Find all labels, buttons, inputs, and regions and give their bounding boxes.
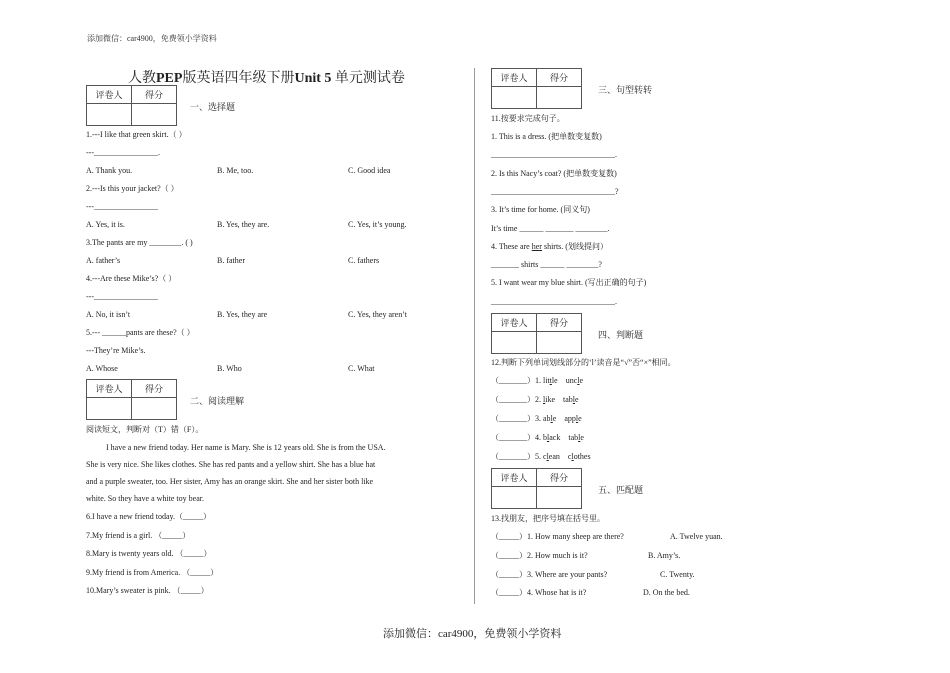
judge-item-5[interactable]: （_______）5. clean clothes [491,452,591,461]
transform-a1[interactable]: _______________________________. [491,150,617,159]
reading-line-2: She is very nice. She likes clothes. She has red pants and a yellow shirt. She has a blue hat [86,460,376,469]
score-label: 得分 [132,380,177,398]
score-label: 得分 [537,469,582,487]
transform-q3: 3. It’s time for home. (同义句) [491,205,590,214]
score-cell[interactable] [132,104,177,126]
reviewer-cell[interactable] [492,87,537,109]
transform-q5: 5. I want wear my blue shirt. (写出正确的句子) [491,278,647,287]
judge-item-3[interactable]: （_______）3. able apple [491,414,582,423]
transform-a4[interactable]: _______ shirts ______ ________? [491,260,602,269]
reviewer-label: 评卷人 [492,469,537,487]
score-cell[interactable] [132,398,177,420]
section-title-4: 四、判断题 [598,330,644,340]
match-q1[interactable]: （_____）1. How many sheep are there? [491,532,624,541]
reviewer-cell[interactable] [492,332,537,354]
question-3: 3.The pants are my ________. ( ) [86,238,193,247]
transform-q4-underlined: her [531,242,542,251]
option-5a[interactable]: A. Whose [86,364,118,373]
option-1b[interactable]: B. Me, too. [217,166,254,175]
reviewer-label: 评卷人 [87,380,132,398]
question-2: 2.---Is this your jacket?（ ） [86,184,179,193]
transform-instruction: 11.按要求完成句子。 [491,114,565,123]
option-4c[interactable]: C. Yes, they aren’t [348,310,407,319]
transform-a5[interactable]: _______________________________. [491,297,617,306]
judge-item-1[interactable]: （_______）1. little uncle [491,376,584,385]
reading-line-4: white. So they have a white toy bear. [86,494,204,503]
match-a1: A. Twelve yuan. [670,532,723,541]
footer-note: 添加微信：car4900，免费领小学资料 [383,628,562,640]
match-q3[interactable]: （_____）3. Where are your pants? [491,570,608,579]
reviewer-label: 评卷人 [87,86,132,104]
judge-item-no: （_______）2. [491,395,541,404]
option-1a[interactable]: A. Thank you. [86,166,133,175]
title-bold-2: Unit 5 [294,71,332,86]
question-1: 1.---I like that green skirt.（ ） [86,130,187,139]
option-5b[interactable]: B. Who [217,364,242,373]
option-2a[interactable]: A. Yes, it is. [86,220,125,229]
transform-q4-pre: 4. These are [491,242,532,251]
answer-line-5: ---They’re Mike’s. [86,346,146,355]
reading-item-10[interactable]: 10.Mary’s sweater is pink. （_____） [86,586,209,595]
score-box-2 [86,379,177,420]
judge-instruction: 12.判断下列单词划线部分的‘l’读音是“√”否“×”相同。 [491,358,676,367]
option-4a[interactable]: A. No, it isn’t [86,310,131,319]
title-mid: 版英语四年级下册 [182,71,295,86]
transform-q4 [491,241,608,252]
header-note: 添加微信：car4900，免费领小学资料 [87,34,217,43]
score-label: 得分 [537,69,582,87]
question-4: 4.---Are these Mike’s?（ ） [86,274,177,283]
section-title-2: 二、阅读理解 [190,396,245,406]
match-q4[interactable]: （_____）4. Whose hat is it? [491,588,587,597]
score-box-1 [86,85,177,126]
option-2c[interactable]: C. Yes, it’s young. [348,220,407,229]
score-box-4 [491,313,582,354]
section-title-5: 五、匹配题 [598,485,644,495]
match-q2[interactable]: （_____）2. How much is it? [491,551,588,560]
transform-q1: 1. This is a dress. (把单数变复数) [491,132,602,141]
score-label: 得分 [537,314,582,332]
transform-a2[interactable]: _______________________________? [491,187,619,196]
score-cell[interactable] [537,487,582,509]
column-divider [474,68,475,604]
reviewer-cell[interactable] [87,104,132,126]
reviewer-cell[interactable] [492,487,537,509]
answer-line-2: ---________________ [86,202,158,211]
reviewer-label: 评卷人 [492,69,537,87]
option-1c[interactable]: C. Good idea [348,166,391,175]
match-a2: B. Amy’s. [648,551,681,560]
transform-q2: 2. Is this Nacy’s coat? (把单数变复数) [491,169,617,178]
question-5: 5.--- ______pants are these?（ ） [86,328,195,337]
option-5c[interactable]: C. What [348,364,375,373]
judge-item-2[interactable]: （_______）2. like table [491,395,579,404]
judge-item-no: （_______）3. [491,414,541,423]
score-label: 得分 [132,86,177,104]
reading-item-6[interactable]: 6.I have a new friend today.（_____） [86,512,211,521]
option-3b[interactable]: B. father [217,256,245,265]
option-2b[interactable]: B. Yes, they are. [217,220,270,229]
reviewer-label: 评卷人 [492,314,537,332]
match-a4: D. On the bed. [643,588,690,597]
score-cell[interactable] [537,332,582,354]
score-box-3 [491,68,582,109]
title-post: 单元测试卷 [334,71,405,86]
option-4b[interactable]: B. Yes, they are [217,310,268,319]
option-3a[interactable]: A. father’s [86,256,121,265]
section-title-3: 三、句型转转 [598,85,653,95]
match-instruction: 13.找朋友，把序号填在括号里。 [491,514,605,523]
reading-item-9[interactable]: 9.My friend is from America. （_____） [86,568,219,577]
judge-item-no: （_______）5. [491,452,541,461]
title-bold-1: PEP [156,71,183,86]
answer-line-1: ---________________. [86,148,160,157]
judge-item-4[interactable]: （_______）4. black table [491,433,584,442]
match-a3: C. Twenty. [660,570,695,579]
option-3c[interactable]: C. fathers [348,256,380,265]
transform-q4-post: shirts. (划线提问） [541,242,608,251]
reading-item-8[interactable]: 8.Mary is twenty years old. （_____） [86,549,212,558]
reading-item-7[interactable]: 7.My friend is a girl. （_____） [86,531,191,540]
title-pre: 人教 [128,71,156,86]
reading-line-1: I have a new friend today. Her name is Mary. She is 12 years old. She is from the USA. [106,443,386,452]
judge-item-no: （_______）4. [491,433,541,442]
judge-item-no: （_______）1. [491,376,541,385]
reading-instruction: 阅读短文，判断对（T）错（F）。 [86,425,204,434]
transform-a3[interactable]: It’s time ______ _______ ________. [491,224,610,233]
page-title [128,67,405,87]
reading-line-3: and a purple sweater, too. Her sister, Amy has an orange skirt. She and her sister both like [86,477,374,486]
reviewer-cell[interactable] [87,398,132,420]
answer-line-4: ---________________ [86,292,158,301]
score-cell[interactable] [537,87,582,109]
score-box-5 [491,468,582,509]
section-title-1: 一、选择题 [190,102,236,112]
